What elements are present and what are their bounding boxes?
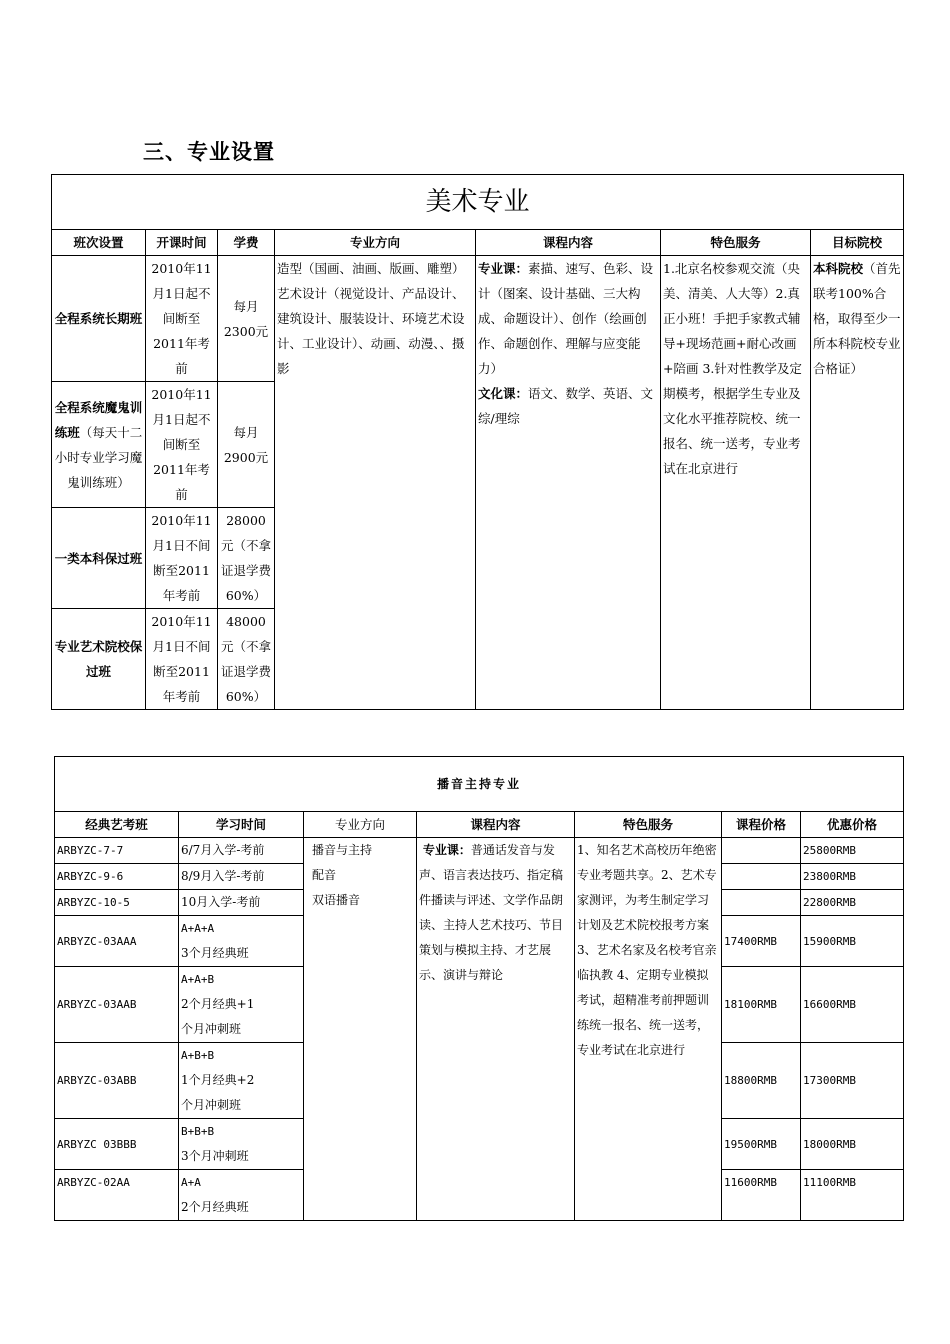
course-price xyxy=(722,864,801,890)
class-name-text: 全程系统长期班 xyxy=(54,311,143,326)
class-code: ARBYZC-9-6 xyxy=(55,864,179,890)
study-desc: 2个月经典+1 xyxy=(181,997,255,1011)
start-time: 2010年11月1日起不间断至2011年考前 xyxy=(146,256,218,382)
class-code: ARBYZC-10-5 xyxy=(55,890,179,916)
art-table-title: 美术专业 xyxy=(52,175,904,230)
direction-item: 双语播音 xyxy=(312,893,361,907)
table-row xyxy=(55,838,904,864)
study-time xyxy=(179,1043,304,1119)
class-code: ARBYZC-03AAA xyxy=(55,916,179,967)
study-desc: 2个月经典班 xyxy=(181,1200,249,1214)
major-course-label: 专业课： xyxy=(478,261,529,276)
art-header: 特色服务 xyxy=(661,230,811,256)
target-label: 本科院校 xyxy=(813,261,864,276)
art-header: 专业方向 xyxy=(275,230,476,256)
class-code: ARBYZC-03ABB xyxy=(55,1043,179,1119)
class-name-text: 专业艺术院校保过班 xyxy=(54,639,143,679)
course-price: 18800RMB xyxy=(722,1043,801,1119)
discount-price: 11100RMB xyxy=(801,1170,904,1221)
art-header: 目标院校 xyxy=(811,230,904,256)
broadcast-header: 特色服务 xyxy=(575,812,722,838)
fee: 28000元（不拿证退学费60%） xyxy=(218,508,275,609)
class-name xyxy=(52,609,146,710)
start-time: 2010年11月1日不间断至2011年考前 xyxy=(146,609,218,710)
class-name-text: 一类本科保过班 xyxy=(54,550,143,566)
study-desc: 个月冲刺班 xyxy=(181,1098,242,1112)
table-row xyxy=(52,256,904,382)
study-desc: 3个月经典班 xyxy=(181,946,249,960)
culture-course-text: 语文、数学、英语、文综/理综 xyxy=(478,386,654,426)
study-desc: 个月冲刺班 xyxy=(181,1022,242,1036)
class-code: ARBYZC-02AA xyxy=(55,1170,179,1221)
section-title: 三、专业设置 xyxy=(143,140,275,164)
direction-item: 配音 xyxy=(312,868,337,882)
start-time: 2010年11月1日不间断至2011年考前 xyxy=(146,508,218,609)
fee: 48000元（不拿证退学费60%） xyxy=(218,609,275,710)
course-price: 11600RMB xyxy=(722,1170,801,1221)
direction-item: 播音与主持 xyxy=(312,843,373,857)
course-price: 19500RMB xyxy=(722,1119,801,1170)
broadcast-header: 课程价格 xyxy=(722,812,801,838)
broadcast-major-table xyxy=(54,756,904,1221)
art-header: 课程内容 xyxy=(476,230,661,256)
class-name xyxy=(52,382,146,508)
target-text: （首先联考100%合格，取得至少一所本科院校专业合格证） xyxy=(813,261,901,376)
course-label: 专业课： xyxy=(422,843,471,857)
class-name-text: 全程系统魔鬼训练班 xyxy=(54,399,143,440)
study-plan: A+B+B xyxy=(181,1049,215,1062)
broadcast-header: 经典艺考班 xyxy=(55,812,179,838)
discount-price: 25800RMB xyxy=(801,838,904,864)
study-time: 8/9月入学-考前 xyxy=(179,864,304,890)
broadcast-header-row xyxy=(55,812,904,838)
discount-price: 16600RMB xyxy=(801,967,904,1043)
art-course xyxy=(476,256,661,710)
art-header-row xyxy=(52,230,904,256)
course-text: 普通话发音与发声、语言表达技巧、指定稿件播读与评述、文学作品朗读、主持人艺术技巧、节目策划与模拟主持、才艺展示、演讲与辩论 xyxy=(419,843,564,982)
discount-price: 22800RMB xyxy=(801,890,904,916)
major-course-text: 素描、速写、色彩、设计（图案、设计基础、三大构成、命题设计）、创作（绘画创作、命题创作、理解与应变能力） xyxy=(478,261,654,376)
start-time: 2010年11月1日起不间断至2011年考前 xyxy=(146,382,218,508)
discount-price: 23800RMB xyxy=(801,864,904,890)
art-target xyxy=(811,256,904,710)
discount-price: 17300RMB xyxy=(801,1043,904,1119)
class-name xyxy=(52,508,146,609)
study-time xyxy=(179,916,304,967)
art-service: 1.北京名校参观交流（央美、清美、人大等）2.真正小班！手把手家教式辅导+现场范画+耐心改画+陪画 3.针对性教学及定期模考，根据学生专业及文化水平推荐院校、统一报名、统一送考，专业考试在北京进行 xyxy=(661,256,811,710)
study-time xyxy=(179,1119,304,1170)
fee: 每月2900元 xyxy=(218,382,275,508)
study-desc: 3个月冲刺班 xyxy=(181,1149,249,1163)
discount-price: 18000RMB xyxy=(801,1119,904,1170)
class-code: ARBYZC-7-7 xyxy=(55,838,179,864)
study-plan: A+A+A xyxy=(181,922,215,935)
culture-course-label: 文化课： xyxy=(478,386,529,401)
study-time xyxy=(179,967,304,1043)
course-price xyxy=(722,890,801,916)
study-plan: A+A xyxy=(181,1176,201,1189)
art-header: 学费 xyxy=(218,230,275,256)
discount-price: 15900RMB xyxy=(801,916,904,967)
art-header: 开课时间 xyxy=(146,230,218,256)
art-header: 班次设置 xyxy=(52,230,146,256)
fee: 每月2300元 xyxy=(218,256,275,382)
class-name xyxy=(52,256,146,382)
course-price: 18100RMB xyxy=(722,967,801,1043)
broadcast-course xyxy=(417,838,575,1221)
broadcast-header: 专业方向 xyxy=(304,812,417,838)
class-note: （每天十二小时专业学习魔鬼训练班） xyxy=(54,424,143,490)
broadcast-service: 1、知名艺术高校历年绝密专业考题共享。2、艺术专家测评，为考生制定学习计划及艺术院校报考方案 3、艺术名家及名校考官亲临执教 4、定期专业模拟考试，超精准考前押题训练统一报名、统一送考，专业考试在北京进行 xyxy=(575,838,722,1221)
course-price xyxy=(722,838,801,864)
study-desc: 1个月经典+2 xyxy=(181,1073,255,1087)
study-time xyxy=(179,1170,304,1221)
study-time: 10月入学-考前 xyxy=(179,890,304,916)
class-code: ARBYZC 03BBB xyxy=(55,1119,179,1170)
broadcast-header: 课程内容 xyxy=(417,812,575,838)
art-major-table xyxy=(51,174,904,710)
study-time: 6/7月入学-考前 xyxy=(179,838,304,864)
study-plan: B+B+B xyxy=(181,1125,215,1138)
broadcast-directions xyxy=(304,838,417,1221)
course-price: 17400RMB xyxy=(722,916,801,967)
art-direction: 造型（国画、油画、版画、雕塑）艺术设计（视觉设计、产品设计、建筑设计、服装设计、环境艺术设计、工业设计）、动画、动漫、、摄影 xyxy=(275,256,476,710)
study-plan: A+A+B xyxy=(181,973,215,986)
broadcast-header: 优惠价格 xyxy=(801,812,904,838)
broadcast-table-title: 播音主持专业 xyxy=(55,757,904,812)
class-code: ARBYZC-03AAB xyxy=(55,967,179,1043)
broadcast-header: 学习时间 xyxy=(179,812,304,838)
